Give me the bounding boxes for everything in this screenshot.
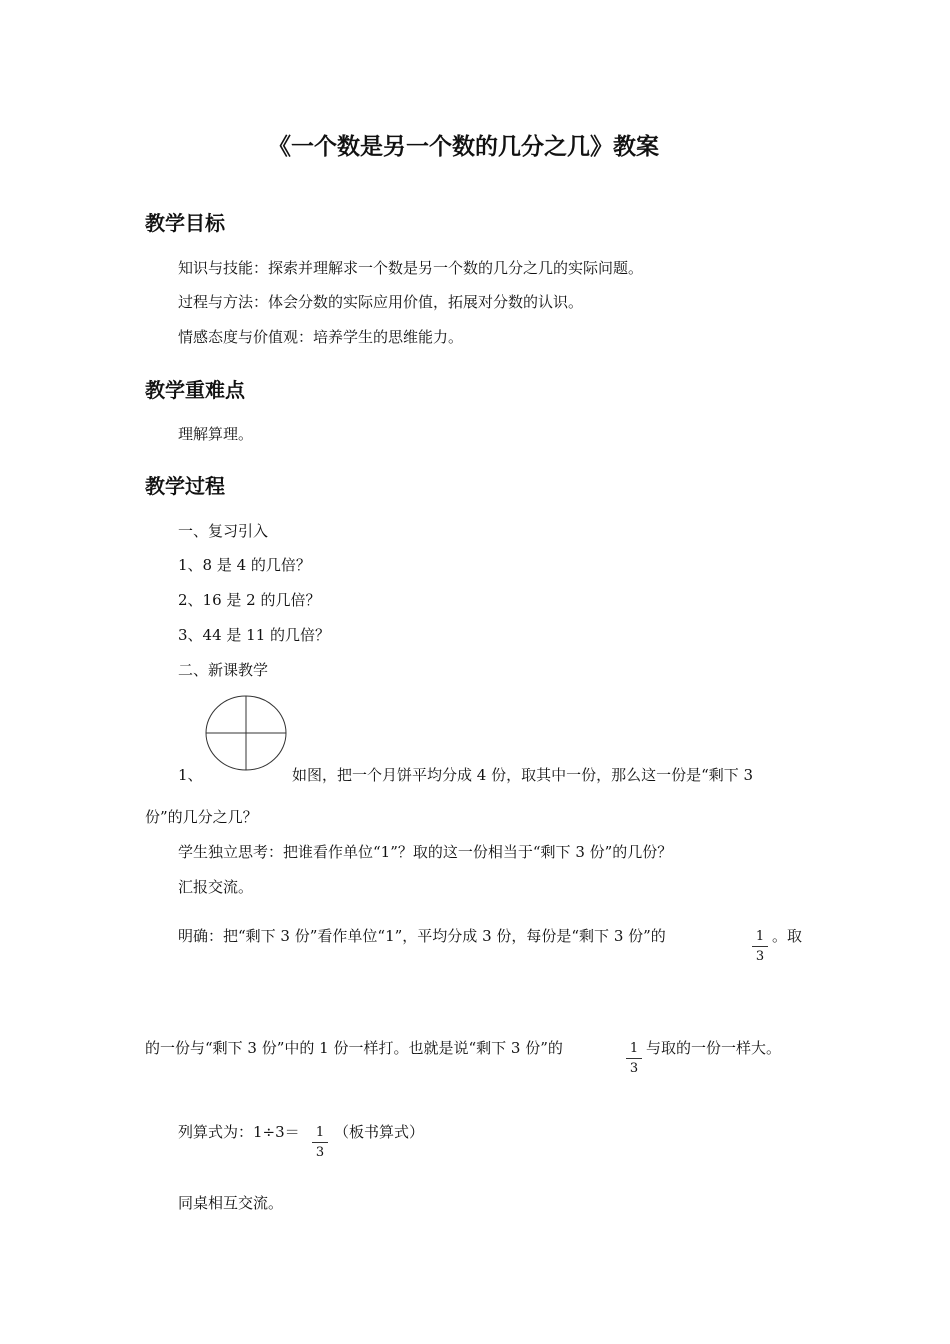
fraction-one-third [312, 1126, 328, 1160]
fraction-bar [626, 1058, 642, 1059]
fraction-numerator: 1 [755, 929, 765, 944]
heading-process: 教学过程 [145, 474, 225, 498]
heading-objectives: 教学目标 [145, 211, 225, 235]
review-item-3: 3、44 是 11 的几倍？ [178, 626, 331, 644]
key-points-text: 理解算理。 [178, 425, 254, 443]
fraction-denominator: 3 [755, 949, 765, 964]
fraction-denominator: 3 [315, 1145, 325, 1160]
clarify-line-2-end: 与取的一份一样大。 [646, 1039, 782, 1057]
review-item-2: 2、16 是 2 的几倍？ [178, 591, 321, 609]
formula-text: 列算式为：1÷3＝ [178, 1123, 300, 1141]
fraction-denominator: 3 [629, 1061, 639, 1076]
clarify-line-1-end: 。取 [772, 927, 803, 945]
review-title: 一、复习引入 [178, 522, 269, 540]
mooncake-circle-diagram [203, 694, 289, 774]
think-prompt: 学生独立思考：把谁看作单位“1”？取的这一份相当于“剩下 3 份”的几份？ [178, 843, 673, 861]
objective-knowledge: 知识与技能：探索并理解求一个数是另一个数的几分之几的实际问题。 [178, 259, 644, 277]
clarify-line-1: 明确：把“剩下 3 份”看作单位“1”，平均分成 3 份，每份是“剩下 3 份”的 [178, 927, 666, 945]
formula-note: （板书算式） [334, 1123, 425, 1141]
review-item-1: 1、8 是 4 的几倍？ [178, 556, 311, 574]
fraction-numerator: 1 [315, 1125, 325, 1140]
fraction-numerator: 1 [629, 1041, 639, 1056]
objective-process: 过程与方法：体会分数的实际应用价值，拓展对分数的认识。 [178, 293, 584, 311]
question-1-number: 1、 [178, 766, 203, 784]
fraction-bar [752, 946, 768, 947]
question-1-text: 如图，把一个月饼平均分成 4 份，取其中一份，那么这一份是“剩下 3 [292, 766, 754, 784]
question-1-text-cont: 份”的几分之几？ [145, 808, 258, 826]
clarify-line-2: 的一份与“剩下 3 份”中的 1 份一样打。也就是说“剩下 3 份”的 [145, 1039, 563, 1057]
objective-attitude: 情感态度与价值观：培养学生的思维能力。 [178, 328, 464, 346]
report-text: 汇报交流。 [178, 878, 254, 896]
fraction-bar [312, 1142, 328, 1143]
fraction-one-third [752, 930, 768, 964]
fraction-one-third [626, 1042, 642, 1076]
new-lesson-title: 二、新课教学 [178, 661, 269, 679]
desk-mate-text: 同桌相互交流。 [178, 1194, 284, 1212]
page-title: 《一个数是另一个数的几分之几》教案 [268, 134, 659, 160]
heading-key-points: 教学重难点 [145, 378, 245, 402]
